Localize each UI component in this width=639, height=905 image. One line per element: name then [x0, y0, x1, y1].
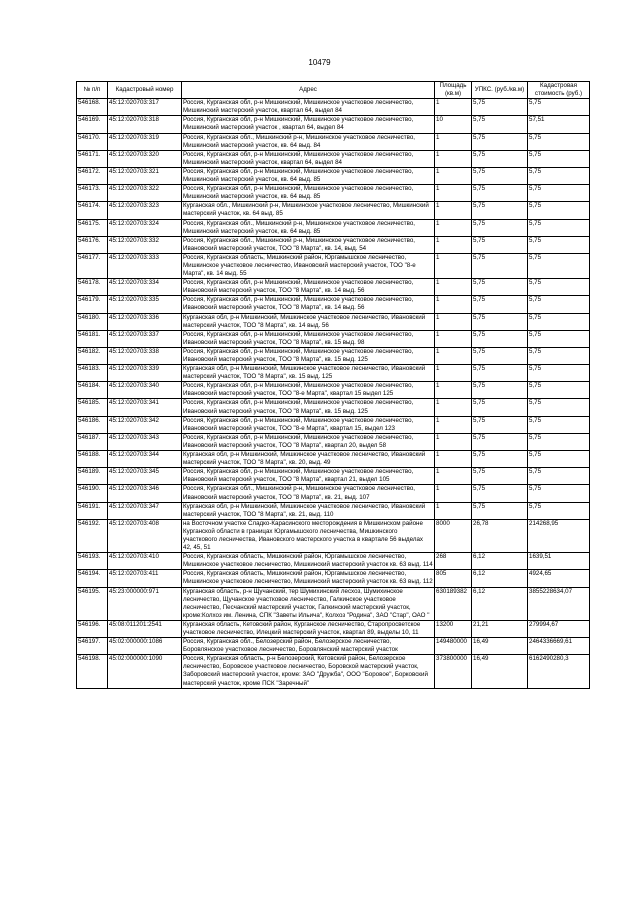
- cell-cadastral-number: 45:12:020703:341: [108, 399, 182, 416]
- cell-cadastral-value: 5,75: [528, 99, 590, 116]
- cell-cadastral-number: 45:12:020703:319: [108, 133, 182, 150]
- cell-area: 1: [435, 347, 472, 364]
- cell-cadastral-number: 45:12:020703:344: [108, 451, 182, 468]
- cell-number: 546181.: [77, 330, 108, 347]
- cell-number: 546176.: [77, 236, 108, 253]
- cell-address: Курганская область, р-н Щучанский, тер Шумихинский лесхоз, Шумихинское лесничество, Щучанское участковое лесничество, Галкинское участковое лесничество, Песчанский мастерский участок, Галкинский мастерский участок, кроме:Колхоз им. Ленина, СПК "Заветы Ильича", Колхоз "Родина", ЗАО "Стар", ОАО ": [182, 587, 435, 620]
- cell-cadastral-number: 45:12:020703:318: [108, 116, 182, 133]
- cell-address: Курганская обл., Мишкинский р-н, Мишкинское участковое лесничество, Мишкинский мастерский участок, кв. 64 выд. 85: [182, 202, 435, 219]
- table-row: [77, 382, 590, 399]
- cell-area: 1: [435, 451, 472, 468]
- cell-area: 1: [435, 365, 472, 382]
- table-row: [77, 219, 590, 236]
- cell-cadastral-number: 45:12:020703:320: [108, 150, 182, 167]
- cell-cadastral-number: 45:23:000000:971: [108, 587, 182, 620]
- cell-upks: 5,75: [472, 468, 528, 485]
- cell-number: 546172.: [77, 167, 108, 184]
- cell-area: 1: [435, 433, 472, 450]
- cell-number: 546190.: [77, 485, 108, 502]
- cell-upks: 5,75: [472, 219, 528, 236]
- cell-cadastral-number: 45:12:020703:333: [108, 253, 182, 278]
- cell-number: 546182.: [77, 347, 108, 364]
- table-row: [77, 451, 590, 468]
- cell-area: 630189382: [435, 587, 472, 620]
- table-row: [77, 133, 590, 150]
- cell-area: 805: [435, 570, 472, 587]
- cell-address: Курганская обл, р-н Мишкинский, Мишкинское участковое лесничество, Ивановский мастерский участок, ТОО "8 Марта", кв. 15 выд. 125: [182, 365, 435, 382]
- cell-cadastral-value: 5,75: [528, 219, 590, 236]
- cell-area: 1: [435, 236, 472, 253]
- cell-number: 546191.: [77, 502, 108, 519]
- cell-number: 546183.: [77, 365, 108, 382]
- cell-upks: 5,75: [472, 116, 528, 133]
- cell-cadastral-value: 1639,51: [528, 553, 590, 570]
- cell-number: 546171.: [77, 150, 108, 167]
- table-row: [77, 116, 590, 133]
- cell-cadastral-value: 5,75: [528, 433, 590, 450]
- table-row: [77, 399, 590, 416]
- cell-upks: 5,75: [472, 133, 528, 150]
- cell-address: Россия, Курганская обл, р-н Мишкинский, Мишкинское участковое лесничество, Ивановский мастерский участок, ТОО "8 Марта", кв. 15 выд. 98: [182, 330, 435, 347]
- cell-cadastral-value: 2464336669,61: [528, 638, 590, 655]
- cell-cadastral-value: 5,75: [528, 365, 590, 382]
- cell-number: 546168.: [77, 99, 108, 116]
- cell-area: 13200: [435, 620, 472, 637]
- cell-area: 1: [435, 279, 472, 296]
- cadastral-table: [76, 81, 590, 689]
- cell-address: Курганская обл, р-н Мишкинский, Мишкинское участковое лесничество, Ивановский мастерский участок, ТОО "8 Марта", кв. 21, выд. 110: [182, 502, 435, 519]
- cell-cadastral-value: 5,75: [528, 150, 590, 167]
- col-header-cadastral-value: Кадастровая стоимость (руб.): [528, 82, 590, 99]
- cell-cadastral-number: 45:12:020703:334: [108, 279, 182, 296]
- cell-cadastral-value: 5,75: [528, 279, 590, 296]
- cell-number: 546174.: [77, 202, 108, 219]
- cell-number: 546198.: [77, 655, 108, 688]
- table-row: [77, 167, 590, 184]
- cell-cadastral-number: 45:12:020703:340: [108, 382, 182, 399]
- table-row: [77, 638, 590, 655]
- cell-upks: 5,75: [472, 502, 528, 519]
- cell-cadastral-value: 5,75: [528, 313, 590, 330]
- cell-area: 1: [435, 399, 472, 416]
- cell-cadastral-value: 5,75: [528, 382, 590, 399]
- cell-upks: 16,49: [472, 638, 528, 655]
- cell-upks: 5,75: [472, 416, 528, 433]
- cell-area: 1: [435, 382, 472, 399]
- cell-cadastral-number: 45:12:020703:346: [108, 485, 182, 502]
- cell-upks: 16,49: [472, 655, 528, 688]
- table-row: [77, 236, 590, 253]
- cell-upks: 5,75: [472, 253, 528, 278]
- table-row: [77, 279, 590, 296]
- cell-cadastral-value: 5,75: [528, 502, 590, 519]
- cell-upks: 5,75: [472, 399, 528, 416]
- cell-area: 8000: [435, 519, 472, 552]
- table-row: [77, 347, 590, 364]
- cell-number: 546189.: [77, 468, 108, 485]
- cell-area: 1: [435, 185, 472, 202]
- cell-cadastral-value: 5,75: [528, 468, 590, 485]
- cell-address: Россия, Курганская обл, р-н Мишкинский, Мишкинское участковое лесничество, Мишкинский мастерский участок, квартал 64, выдел 84: [182, 99, 435, 116]
- table-row: [77, 620, 590, 637]
- cell-cadastral-value: 6162490280,3: [528, 655, 590, 688]
- cell-cadastral-value: 5,75: [528, 133, 590, 150]
- cell-cadastral-value: 5,75: [528, 399, 590, 416]
- cell-cadastral-number: 45:12:020703:332: [108, 236, 182, 253]
- cell-cadastral-number: 45:12:020703:337: [108, 330, 182, 347]
- col-header-cadastral-number: Кадастровый номер: [108, 82, 182, 99]
- cell-address: Россия, Курганская область, Мишкинский район, Юргамышское лесничество, Мишкинское участковое лесничество, Ивановский мастерский участок, ТОО "8-е Марта", кв. 14 выд. 55: [182, 253, 435, 278]
- cell-number: 546177.: [77, 253, 108, 278]
- cell-area: 1: [435, 219, 472, 236]
- cell-number: 546195.: [77, 587, 108, 620]
- cell-cadastral-value: 5,75: [528, 253, 590, 278]
- page-number: 10479: [308, 58, 331, 67]
- cell-number: 546187.: [77, 433, 108, 450]
- cell-number: 546192.: [77, 519, 108, 552]
- cell-cadastral-value: 5,75: [528, 347, 590, 364]
- col-header-address: Адрес: [182, 82, 435, 99]
- table-row: [77, 468, 590, 485]
- cell-cadastral-value: 3855228634,07: [528, 587, 590, 620]
- cell-number: 546188.: [77, 451, 108, 468]
- cell-address: Россия, Курганская обл, р-н Мишкинский, Мишкинское участковое лесничество, Мишкинский мастерский участок, квартал 64, выдел 84: [182, 150, 435, 167]
- cell-upks: 5,75: [472, 236, 528, 253]
- cell-cadastral-value: 214268,95: [528, 519, 590, 552]
- table-row: [77, 296, 590, 313]
- cell-cadastral-number: 45:12:020703:342: [108, 416, 182, 433]
- cell-number: 546169.: [77, 116, 108, 133]
- cell-cadastral-number: 45:12:020703:323: [108, 202, 182, 219]
- cell-upks: 6,12: [472, 553, 528, 570]
- cell-address: Россия, Курганская обл., Мишкинский р-н, Мишкинское участковое лесничество, Ивановский мастерский участок, ТОО "8 Марта", кв. 21, выд. 107: [182, 485, 435, 502]
- table-row: [77, 416, 590, 433]
- cell-area: 1: [435, 485, 472, 502]
- cell-address: Россия, Курганская обл, р-н Мишкинский, Мишкинское участковое лесничество, Ивановский мастерский участок, ТОО "8 Марта", кв. 15 выд. 125: [182, 347, 435, 364]
- col-header-upks: УПКС. (руб./кв.м): [472, 82, 528, 99]
- cell-address: Россия, Курганская обл, р-н Мишкинский, Мишкинское участковое лесничество, Ивановский мастерский участок, ТОО "8-е Марта", квартал 15, выдел 123: [182, 416, 435, 433]
- table-row: [77, 99, 590, 116]
- cell-number: 546185.: [77, 399, 108, 416]
- cell-cadastral-number: 45:12:020703:335: [108, 296, 182, 313]
- cell-cadastral-value: 5,75: [528, 485, 590, 502]
- cell-area: 373800000: [435, 655, 472, 688]
- cell-upks: 5,75: [472, 167, 528, 184]
- cell-address: Россия, Курганская обл., Мишкинский р-н, Мишкинское участковое лесничество, Ивановский мастерский участок, ТОО "8 Марта", кв. 14, выд. 54: [182, 236, 435, 253]
- cell-cadastral-value: 5,75: [528, 416, 590, 433]
- cell-number: 546193.: [77, 553, 108, 570]
- cell-address: Россия, Курганская обл, р-н Мишкинский, Мишкинское участковое лесничество, Ивановский мастерский участок, ТОО "8 Марта", кв. 14 выд. 56: [182, 296, 435, 313]
- cell-address: на Восточном участке Сладко-Карасинского месторождения в Мишкинском районе Курганской области в границах Юргамышского лесничества, Мишкинского участкового лесничества, Ивановского мастерского участка в квартале 56 выделах 42, 45, 51: [182, 519, 435, 552]
- cell-number: 546194.: [77, 570, 108, 587]
- cell-cadastral-value: 4924,65: [528, 570, 590, 587]
- cell-cadastral-value: 5,75: [528, 330, 590, 347]
- cell-cadastral-value: 5,75: [528, 451, 590, 468]
- cell-area: 1: [435, 202, 472, 219]
- cell-address: Россия, Курганская обл., Белозерский район, Белозерское лесничество, Боровлянское участковое лесничество, Боровлянский мастерский участок: [182, 638, 435, 655]
- cell-address: Россия, Курганская обл, р-н Мишкинский, Мишкинское участковое лесничество, Ивановский мастерский участок, ТОО "8 Марта", квартал 20, выдел 58: [182, 433, 435, 450]
- cell-cadastral-value: 5,75: [528, 236, 590, 253]
- cell-cadastral-number: 45:12:020703:324: [108, 219, 182, 236]
- cell-number: 546186.: [77, 416, 108, 433]
- cell-address: Россия, Курганская область, Мишкинский район, Юргамышское лесничество, Мишкинское участковое лесничество, Мишкинский мастерский участок кв. 63 выд. 114: [183, 553, 433, 569]
- cell-number: 546175.: [77, 219, 108, 236]
- cell-cadastral-number: 45:12:020703:321: [108, 167, 182, 184]
- cell-upks: 6,12: [472, 570, 528, 587]
- cell-area: 1: [435, 253, 472, 278]
- cell-area: 10: [435, 116, 472, 133]
- cell-upks: 5,75: [472, 99, 528, 116]
- cell-area: 1: [435, 133, 472, 150]
- cell-upks: 21,21: [472, 620, 528, 637]
- cell-area: 1: [435, 468, 472, 485]
- table-row: [77, 587, 590, 620]
- cell-number: 546179.: [77, 296, 108, 313]
- cell-upks: 5,75: [472, 382, 528, 399]
- table-row: [77, 313, 590, 330]
- cell-address: Россия, Курганская обл, р-н Мишкинский, Мишкинское участковое лесничество, Мишкинский мастерский участок, кв. 64 выд. 85: [182, 185, 435, 202]
- cell-upks: 5,75: [472, 150, 528, 167]
- table-row: [77, 485, 590, 502]
- cell-cadastral-number: 45:12:020703:345: [108, 468, 182, 485]
- cell-address: Курганская обл, р-н Мишкинский, Мишкинское участковое лесничество, Ивановский мастерский участок, ТОО "8 Марта", кв. 14 выд. 56: [182, 313, 435, 330]
- table-row: [77, 253, 590, 278]
- cell-cadastral-number: 45:12:020703:336: [108, 313, 182, 330]
- table-row: [77, 365, 590, 382]
- cell-cadastral-number: 45:12:020703:411: [108, 570, 182, 587]
- cell-upks: 6,12: [472, 587, 528, 620]
- cell-cadastral-number: 45:12:020703:338: [108, 347, 182, 364]
- table-header-row: [77, 82, 590, 99]
- cell-cadastral-number: 45:12:020703:322: [108, 185, 182, 202]
- cell-area: 1: [435, 99, 472, 116]
- table-row: [77, 185, 590, 202]
- cell-address: Россия, Курганская обл, р-н Мишкинский, Мишкинское участковое лесничество, Ивановский мастерский участок, ТОО "8 Марта", кв. 15 выд. 125: [182, 399, 435, 416]
- cell-cadastral-number: 45:12:020703:339: [108, 365, 182, 382]
- cell-number: 546170.: [77, 133, 108, 150]
- cell-upks: 26,78: [472, 519, 528, 552]
- cell-address: Россия, Курганская обл., Мишкинский р-н, Мишкинское участковое лесничество, Мишкинский мастерский участок, кв. 64 выд. 84: [182, 133, 435, 150]
- cell-area: 1: [435, 296, 472, 313]
- cell-cadastral-number: 45:08:011201:2541: [108, 620, 182, 637]
- cell-address: Россия, Курганская область, р-н Белозерский, Кетовский район, Белозерское лесничество, Боровское участковое лесничество, Боровской мастерский участок, Заборовский мастерский участок, кроме: ЗАО "Дружба", ООО "Боровое", Борковский мастерский участок, кроме ПСК "Заречный": [182, 655, 435, 688]
- table-row: [77, 519, 590, 552]
- table-row: [77, 553, 590, 570]
- table-row: [77, 202, 590, 219]
- table-row: [77, 570, 590, 587]
- cell-upks: 5,75: [472, 347, 528, 364]
- cell-number: 546173.: [77, 185, 108, 202]
- cell-area: 268: [435, 553, 472, 570]
- cell-number: 546180.: [77, 313, 108, 330]
- cell-cadastral-value: 5,75: [528, 167, 590, 184]
- cell-address: Россия, Курганская обл, р-н Мишкинский, Мишкинское участковое лесничество, Ивановский мастерский участок, ТОО "8 Марта", квартал 21, выдел 105: [182, 468, 435, 485]
- col-header-area: Площадь (кв.м): [435, 82, 472, 99]
- cell-area: 1: [435, 416, 472, 433]
- table-row: [77, 150, 590, 167]
- cell-cadastral-value: 279994,67: [528, 620, 590, 637]
- cell-upks: 5,75: [472, 365, 528, 382]
- cell-number: 546178.: [77, 279, 108, 296]
- cell-upks: 5,75: [472, 279, 528, 296]
- cell-cadastral-number: 45:12:020703:317: [108, 99, 182, 116]
- cell-address: Россия, Курганская обл, р-н Мишкинский, Мишкинское участковое лесничество, Мишкинский мастерский участок, кв. 64 выд. 85: [182, 167, 435, 184]
- table-body: [77, 99, 590, 688]
- table-row: [77, 655, 590, 688]
- cell-address: Россия, Курганская область, Мишкинский район, Юргамышское лесничество, Мишкинское участковое лесничество, Мишкинский мастерский участок кв. 63 выд. 112: [183, 570, 433, 586]
- cell-address: Россия, Курганская обл, р-н Мишкинский, Мишкинское участковое лесничество, Ивановский мастерский участок, ТОО "8 Марта", кв. 14 выд. 56: [182, 279, 435, 296]
- table-row: [77, 433, 590, 450]
- cell-cadastral-number: 45:02:000000:1086: [108, 638, 182, 655]
- cell-cadastral-value: 5,75: [528, 296, 590, 313]
- cell-area: 1: [435, 150, 472, 167]
- cell-cadastral-value: 5,75: [528, 185, 590, 202]
- table-row: [77, 330, 590, 347]
- cell-cadastral-number: 45:12:020703:410: [108, 553, 182, 570]
- cell-area: 1: [435, 313, 472, 330]
- cell-area: 1: [435, 502, 472, 519]
- cell-cadastral-number: 45:12:020703:347: [108, 502, 182, 519]
- cell-number: 546184.: [77, 382, 108, 399]
- cell-upks: 5,75: [472, 485, 528, 502]
- cell-upks: 5,75: [472, 296, 528, 313]
- cell-cadastral-value: 5,75: [528, 202, 590, 219]
- cell-cadastral-value: 57,51: [528, 116, 590, 133]
- cell-upks: 5,75: [472, 202, 528, 219]
- cell-cadastral-number: 45:02:000000:1090: [108, 655, 182, 688]
- cell-address: Россия, Курганская обл, р-н Мишкинский, Мишкинское участковое лесничество, Мишкинский мастерский участок , квартал 64, выдел 84: [182, 116, 435, 133]
- cell-address: Курганская область, Кетовский район, Курганское лесничество, Старопросветское участковое лесничество, Илецкий мастерский участок, квартал 89, выделы 10, 11: [182, 620, 435, 637]
- cell-address: Россия, Курганская обл, р-н Мишкинский, Мишкинское участковое лесничество, Ивановский мастерский участок, ТОО "8-е Марта", квартал 15 выдел 125: [182, 382, 435, 399]
- cell-number: 546197.: [77, 638, 108, 655]
- cell-number: 546196.: [77, 620, 108, 637]
- cell-address: Россия, Курганская обл., Мишкинский р-н, Мишкинское участковое лесничество, Мишкинский мастерский участок, кв. 64 выд. 85: [182, 219, 435, 236]
- cell-upks: 5,75: [472, 433, 528, 450]
- cell-area: 1: [435, 167, 472, 184]
- cell-cadastral-number: 45:12:020703:408: [108, 519, 182, 552]
- cell-area: 1: [435, 330, 472, 347]
- cell-upks: 5,75: [472, 451, 528, 468]
- cell-address: Курганская обл, р-н Мишкинский, Мишкинское участковое лесничество, Ивановский мастерский участок, ТОО "8 Марта", кв. 20, выд. 49: [182, 451, 435, 468]
- cell-upks: 5,75: [472, 313, 528, 330]
- col-header-number: № п/п: [77, 82, 108, 99]
- cell-upks: 5,75: [472, 330, 528, 347]
- table-row: [77, 502, 590, 519]
- cell-upks: 5,75: [472, 185, 528, 202]
- cell-cadastral-number: 45:12:020703:343: [108, 433, 182, 450]
- cell-area: 149480000: [435, 638, 472, 655]
